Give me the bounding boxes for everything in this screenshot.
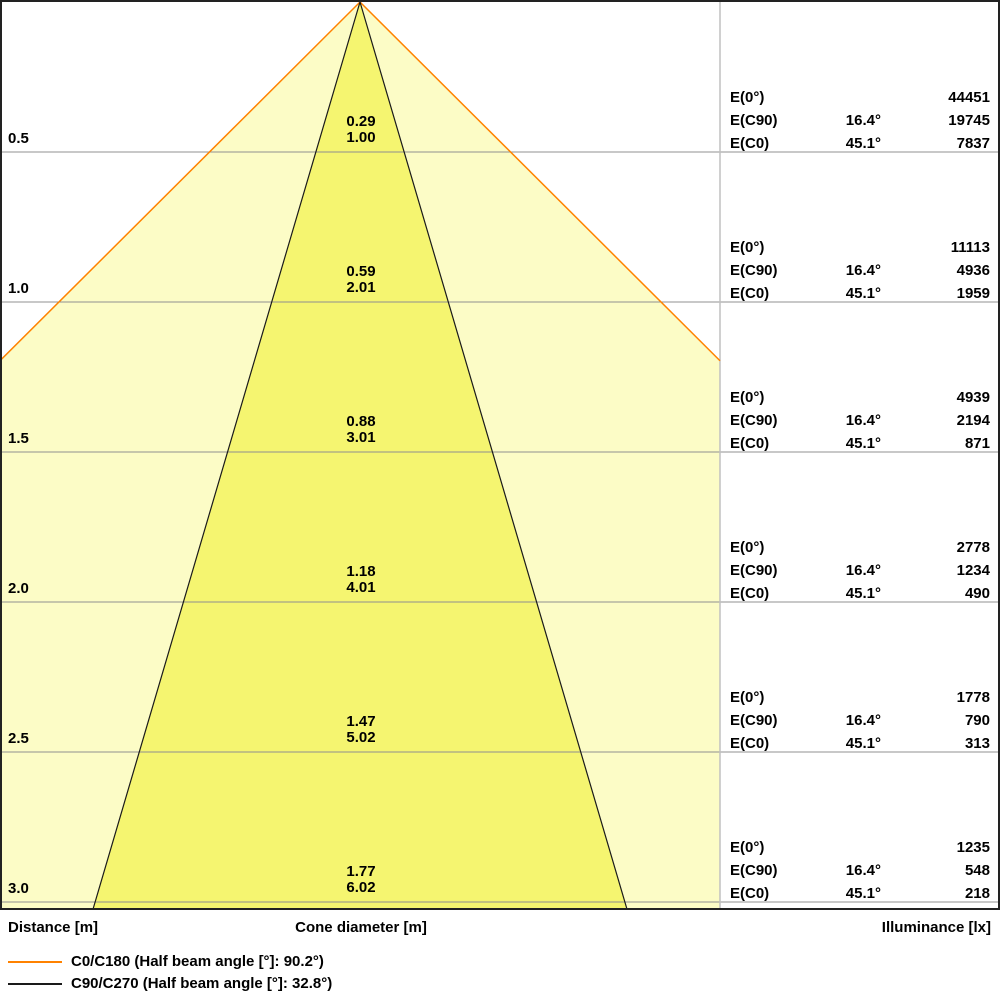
ec90-label: E(C90)	[730, 712, 778, 729]
ec90-value: 548	[964, 862, 990, 879]
e0-value: 2778	[956, 539, 990, 556]
ec0-angle: 45.1°	[845, 135, 881, 152]
ec90-value: 4936	[956, 262, 990, 279]
ec0-angle: 45.1°	[845, 585, 881, 602]
ec0-angle: 45.1°	[845, 285, 881, 302]
e0-label: E(0°)	[730, 89, 765, 106]
cone-diameter-values	[346, 564, 375, 596]
e0-value: 4939	[956, 389, 990, 406]
distance-tick-label: 3.0	[8, 880, 29, 897]
ec0-value: 871	[964, 435, 990, 452]
ec0-value: 313	[964, 735, 990, 752]
ec90-angle: 16.4°	[845, 412, 881, 429]
ec90-label: E(C90)	[730, 262, 778, 279]
cone-diameter-values	[346, 414, 375, 446]
ec90-value: 2194	[956, 412, 990, 429]
cone-diameter-axis-label: Cone diameter [m]	[295, 919, 427, 936]
ec90-label: E(C90)	[730, 112, 778, 129]
cone-diameter-values	[346, 114, 375, 146]
cone-diameter-c90-value: 0.59	[346, 263, 376, 280]
ec90-angle: 16.4°	[845, 862, 881, 879]
distance-tick-label: 2.5	[8, 730, 29, 747]
legend	[8, 951, 332, 995]
ec0-angle: 45.1°	[845, 735, 881, 752]
distance-tick-label: 1.5	[8, 430, 29, 447]
ec90-angle: 16.4°	[845, 712, 881, 729]
cone-diameter-c0-value: 6.02	[346, 879, 376, 896]
ec90-value: 19745	[948, 112, 990, 129]
cone-diameter-c90-value: 0.29	[346, 113, 376, 130]
cone-diameter-values	[346, 264, 375, 296]
cone-diameter-c90-value: 1.77	[346, 863, 376, 880]
distance-axis-label: Distance [m]	[8, 919, 99, 936]
ec0-value: 1959	[956, 285, 990, 302]
cone-diameter-values	[346, 714, 375, 746]
cone-diameter-c0-value: 4.01	[346, 579, 376, 596]
e0-value: 1235	[956, 839, 990, 856]
c90-c270-line-swatch-icon	[8, 983, 62, 985]
ec0-value: 490	[964, 585, 990, 602]
e0-label: E(0°)	[730, 689, 765, 706]
ec90-angle: 16.4°	[845, 562, 881, 579]
ec0-value: 7837	[956, 135, 990, 152]
illuminance-block	[730, 389, 990, 458]
distance-tick-label: 2.0	[8, 580, 29, 597]
legend-label-c0-c180: C0/C180 (Half beam angle [°]: 90.2°)	[71, 953, 324, 970]
ec0-angle: 45.1°	[845, 435, 881, 452]
cone-diameter-c0-value: 3.01	[346, 429, 376, 446]
ec90-angle: 16.4°	[845, 112, 881, 129]
distance-tick-label: 0.5	[8, 130, 29, 147]
cone-diameter-c0-value: 1.00	[346, 129, 376, 146]
e0-label: E(0°)	[730, 839, 765, 856]
cone-diameter-c90-value: 1.47	[346, 713, 376, 730]
ec90-value: 1234	[956, 562, 990, 579]
ec90-label: E(C90)	[730, 562, 778, 579]
ec0-label: E(C0)	[730, 885, 770, 902]
illuminance-axis-label: Illuminance [lx]	[881, 919, 991, 936]
ec0-label: E(C0)	[730, 135, 770, 152]
e0-value: 44451	[948, 89, 990, 106]
illuminance-block	[730, 839, 990, 908]
e0-value: 1778	[956, 689, 990, 706]
ec90-value: 790	[964, 712, 990, 729]
illuminance-block	[730, 539, 990, 608]
ec0-label: E(C0)	[730, 585, 770, 602]
legend-label-c90-c270: C90/C270 (Half beam angle [°]: 32.8°)	[71, 975, 333, 992]
e0-label: E(0°)	[730, 389, 765, 406]
ec0-label: E(C0)	[730, 285, 770, 302]
illuminance-block	[730, 689, 990, 758]
illuminance-block	[730, 89, 990, 158]
illuminance-block	[730, 239, 990, 308]
ec90-label: E(C90)	[730, 862, 778, 879]
cone-diameter-c0-value: 5.02	[346, 729, 376, 746]
c0-c180-line-swatch-icon	[8, 961, 62, 963]
e0-label: E(0°)	[730, 539, 765, 556]
ec90-angle: 16.4°	[845, 262, 881, 279]
cone-diameter-c0-value: 2.01	[346, 279, 376, 296]
cone-diameter-c90-value: 1.18	[346, 563, 376, 580]
ec90-label: E(C90)	[730, 412, 778, 429]
ec0-label: E(C0)	[730, 435, 770, 452]
e0-label: E(0°)	[730, 239, 765, 256]
e0-value: 11113	[950, 239, 990, 256]
legend-item-c90-c270	[8, 973, 332, 995]
ec0-value: 218	[964, 885, 990, 902]
distance-tick-label: 1.0	[8, 280, 29, 297]
legend-item-c0-c180	[8, 951, 332, 973]
cone-diameter-c90-value: 0.88	[346, 413, 376, 430]
cone-diameter-values	[346, 864, 375, 896]
ec0-label: E(C0)	[730, 735, 770, 752]
ec0-angle: 45.1°	[845, 885, 881, 902]
